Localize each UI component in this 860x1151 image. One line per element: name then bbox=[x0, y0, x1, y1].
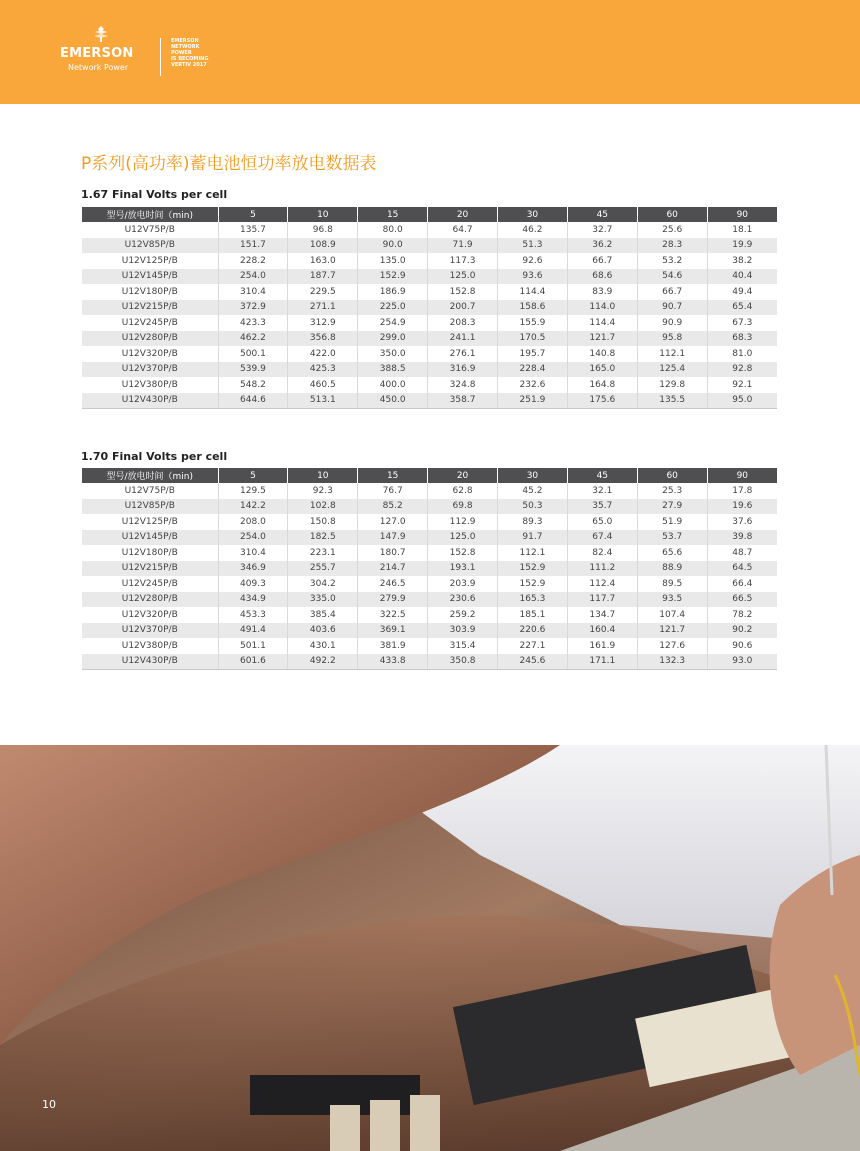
power-value-cell: 409.3 bbox=[218, 576, 288, 592]
table-row bbox=[82, 576, 777, 592]
power-value-cell: 425.3 bbox=[288, 362, 358, 378]
power-value-cell: 304.2 bbox=[288, 576, 358, 592]
power-value-cell: 200.7 bbox=[428, 300, 498, 316]
power-value-cell: 161.9 bbox=[567, 638, 637, 654]
power-value-cell: 171.1 bbox=[567, 654, 637, 670]
column-header-minutes: 30 bbox=[498, 468, 568, 483]
table-row bbox=[82, 269, 777, 285]
model-cell: U12V430P/B bbox=[82, 393, 218, 409]
model-cell: U12V320P/B bbox=[82, 346, 218, 362]
logo-subtitle: Network Power bbox=[68, 63, 129, 72]
power-value-cell: 82.4 bbox=[567, 545, 637, 561]
logo-side-line: NETWORK bbox=[171, 44, 200, 50]
power-value-cell: 170.5 bbox=[498, 331, 568, 347]
power-value-cell: 462.2 bbox=[218, 331, 288, 347]
power-value-cell: 92.1 bbox=[732, 379, 753, 390]
power-value-cell: 160.4 bbox=[567, 623, 637, 639]
column-header-minutes: 20 bbox=[428, 468, 498, 483]
power-value-cell: 403.6 bbox=[288, 623, 358, 639]
power-value-cell: 112.1 bbox=[637, 346, 707, 362]
power-value-cell: 90.9 bbox=[637, 315, 707, 331]
column-header-minutes: 15 bbox=[358, 468, 428, 483]
power-value-cell: 112.4 bbox=[567, 576, 637, 592]
power-value-cell: 32.1 bbox=[567, 483, 637, 499]
power-value-cell: 453.3 bbox=[218, 607, 288, 623]
table-row bbox=[82, 638, 777, 654]
discharge-table-1-67v bbox=[82, 207, 777, 409]
power-value-cell: 492.2 bbox=[288, 654, 358, 670]
model-cell: U12V215P/B bbox=[82, 561, 218, 577]
model-cell: U12V180P/B bbox=[82, 545, 218, 561]
power-value-cell: 254.0 bbox=[218, 530, 288, 546]
table-row bbox=[82, 222, 777, 238]
power-value-cell: 151.7 bbox=[218, 238, 288, 254]
power-value-cell: 68.6 bbox=[567, 269, 637, 285]
power-value-cell: 46.2 bbox=[498, 222, 568, 238]
model-cell: U12V85P/B bbox=[82, 238, 218, 254]
emerson-logo bbox=[60, 26, 220, 78]
power-value-cell: 513.1 bbox=[288, 393, 358, 409]
power-value-cell: 66.5 bbox=[707, 592, 777, 608]
column-header-minutes: 90 bbox=[707, 207, 777, 222]
power-value-cell: 140.8 bbox=[567, 346, 637, 362]
power-value-cell: 310.4 bbox=[218, 284, 288, 300]
power-value-cell: 241.1 bbox=[428, 331, 498, 347]
power-value-cell: 91.7 bbox=[498, 530, 568, 546]
table-row bbox=[82, 607, 777, 623]
model-cell: U12V280P/B bbox=[82, 331, 218, 347]
table-row bbox=[82, 284, 777, 300]
power-value-cell: 279.9 bbox=[358, 592, 428, 608]
power-value-cell: 64.5 bbox=[707, 561, 777, 577]
model-cell: U12V125P/B bbox=[82, 514, 218, 530]
table-row bbox=[82, 253, 777, 269]
power-value-cell: 125.0 bbox=[428, 269, 498, 285]
power-value-cell: 500.1 bbox=[218, 346, 288, 362]
power-value-cell: 129.8 bbox=[637, 377, 707, 393]
power-value-cell: 152.8 bbox=[428, 284, 498, 300]
table-row bbox=[82, 346, 777, 362]
power-value-cell: 400.0 bbox=[358, 377, 428, 393]
model-cell: U12V380P/B bbox=[82, 377, 218, 393]
power-value-cell: 114.4 bbox=[567, 315, 637, 331]
table-row bbox=[82, 393, 777, 409]
power-value-cell: 25.3 bbox=[637, 483, 707, 499]
table-header-row bbox=[82, 468, 777, 483]
power-value-cell: 310.4 bbox=[218, 545, 288, 561]
power-value-cell: 102.8 bbox=[288, 499, 358, 515]
column-header-minutes: 5 bbox=[218, 207, 288, 222]
power-value-cell: 36.2 bbox=[567, 238, 637, 254]
power-value-cell: 220.6 bbox=[498, 623, 568, 639]
table-2-title: 1.70 Final Volts per cell bbox=[81, 450, 228, 463]
power-value-cell: 460.5 bbox=[288, 377, 358, 393]
power-value-cell: 165.0 bbox=[567, 362, 637, 378]
column-header-model-time: 型号/放电时间（min) bbox=[82, 207, 218, 222]
model-cell: U12V245P/B bbox=[82, 315, 218, 331]
power-value-cell: 385.4 bbox=[288, 607, 358, 623]
power-value-cell: 381.9 bbox=[358, 638, 428, 654]
power-value-cell: 230.6 bbox=[428, 592, 498, 608]
power-value-cell: 223.1 bbox=[288, 545, 358, 561]
power-value-cell: 19.9 bbox=[707, 238, 777, 254]
table-row bbox=[82, 545, 777, 561]
column-header-minutes: 5 bbox=[218, 468, 288, 483]
power-value-cell: 255.7 bbox=[288, 561, 358, 577]
power-value-cell: 644.6 bbox=[218, 393, 288, 409]
power-value-cell: 49.4 bbox=[732, 286, 753, 297]
power-value-cell: 96.8 bbox=[288, 222, 358, 238]
power-value-cell: 62.8 bbox=[428, 483, 498, 499]
power-value-cell: 121.7 bbox=[567, 331, 637, 347]
power-value-cell: 350.0 bbox=[358, 346, 428, 362]
power-value-cell: 346.9 bbox=[218, 561, 288, 577]
power-value-cell: 66.7 bbox=[567, 253, 637, 269]
power-value-cell: 271.1 bbox=[288, 300, 358, 316]
table-row bbox=[82, 300, 777, 316]
power-value-cell: 422.0 bbox=[288, 346, 358, 362]
power-value-cell: 254.0 bbox=[218, 269, 288, 285]
page-title: P系列(高功率)蓄电池恒功率放电数据表 bbox=[81, 154, 377, 174]
power-value-cell: 152.9 bbox=[498, 561, 568, 577]
power-value-cell: 66.4 bbox=[732, 578, 753, 589]
power-value-cell: 450.0 bbox=[358, 393, 428, 409]
power-value-cell: 67.3 bbox=[732, 317, 753, 328]
column-header-minutes: 60 bbox=[637, 468, 707, 483]
table-row bbox=[82, 530, 777, 546]
power-value-cell: 93.6 bbox=[498, 269, 568, 285]
power-value-cell: 92.6 bbox=[498, 253, 568, 269]
power-value-cell: 175.6 bbox=[567, 393, 637, 409]
column-header-minutes: 10 bbox=[288, 207, 358, 222]
power-value-cell: 322.5 bbox=[358, 607, 428, 623]
power-value-cell: 35.7 bbox=[567, 499, 637, 515]
power-value-cell: 155.9 bbox=[498, 315, 568, 331]
power-value-cell: 356.8 bbox=[288, 331, 358, 347]
power-value-cell: 228.4 bbox=[498, 362, 568, 378]
logo-side-line: EMERSON bbox=[171, 38, 199, 44]
power-value-cell: 45.2 bbox=[498, 483, 568, 499]
table-row bbox=[82, 623, 777, 639]
model-cell: U12V370P/B bbox=[82, 623, 218, 639]
power-value-cell: 65.0 bbox=[567, 514, 637, 530]
table-row bbox=[82, 514, 777, 530]
power-value-cell: 539.9 bbox=[218, 362, 288, 378]
power-value-cell: 225.0 bbox=[358, 300, 428, 316]
power-value-cell: 195.7 bbox=[498, 346, 568, 362]
power-value-cell: 180.7 bbox=[358, 545, 428, 561]
table-row bbox=[82, 377, 777, 393]
power-value-cell: 158.6 bbox=[498, 300, 568, 316]
power-value-cell: 193.1 bbox=[428, 561, 498, 577]
power-value-cell: 350.8 bbox=[428, 654, 498, 670]
logo-side-text bbox=[171, 38, 208, 68]
model-cell: U12V85P/B bbox=[82, 499, 218, 515]
logo-divider bbox=[160, 38, 161, 76]
power-value-cell: 232.6 bbox=[498, 377, 568, 393]
power-value-cell: 276.1 bbox=[428, 346, 498, 362]
power-value-cell: 132.3 bbox=[637, 654, 707, 670]
header-banner bbox=[0, 0, 860, 104]
logo-side-line: IS BECOMING bbox=[171, 56, 209, 62]
power-value-cell: 89.3 bbox=[498, 514, 568, 530]
power-value-cell: 186.9 bbox=[358, 284, 428, 300]
table-row bbox=[82, 331, 777, 347]
model-cell: U12V145P/B bbox=[82, 530, 218, 546]
model-cell: U12V320P/B bbox=[82, 607, 218, 623]
power-value-cell: 90.7 bbox=[637, 300, 707, 316]
power-value-cell: 423.3 bbox=[218, 315, 288, 331]
table-1-title: 1.67 Final Volts per cell bbox=[81, 188, 228, 201]
power-value-cell: 27.9 bbox=[637, 499, 707, 515]
power-value-cell: 83.9 bbox=[567, 284, 637, 300]
power-value-cell: 69.8 bbox=[428, 499, 498, 515]
power-value-cell: 92.8 bbox=[707, 362, 777, 378]
power-value-cell: 245.6 bbox=[498, 654, 568, 670]
logo-side-line: VERTIV 2017 bbox=[171, 62, 207, 68]
power-value-cell: 112.1 bbox=[498, 545, 568, 561]
table-row bbox=[82, 592, 777, 608]
power-value-cell: 65.4 bbox=[707, 300, 777, 316]
power-value-cell: 187.7 bbox=[288, 269, 358, 285]
power-value-cell: 51.3 bbox=[498, 238, 568, 254]
column-header-minutes: 60 bbox=[637, 207, 707, 222]
power-value-cell: 51.9 bbox=[637, 514, 707, 530]
power-value-cell: 227.1 bbox=[498, 638, 568, 654]
power-value-cell: 135.5 bbox=[637, 393, 707, 409]
power-value-cell: 80.0 bbox=[358, 222, 428, 238]
power-value-cell: 18.1 bbox=[732, 224, 753, 235]
power-value-cell: 108.9 bbox=[288, 238, 358, 254]
power-value-cell: 299.0 bbox=[358, 331, 428, 347]
power-value-cell: 601.6 bbox=[218, 654, 288, 670]
photo-illustration bbox=[0, 745, 860, 1151]
power-value-cell: 32.7 bbox=[567, 222, 637, 238]
power-value-cell: 491.4 bbox=[218, 623, 288, 639]
table-row bbox=[82, 654, 777, 670]
page-number: 10 bbox=[42, 1098, 56, 1111]
model-cell: U12V75P/B bbox=[82, 483, 218, 499]
column-header-minutes: 90 bbox=[707, 468, 777, 483]
column-header-minutes: 15 bbox=[358, 207, 428, 222]
power-value-cell: 127.0 bbox=[358, 514, 428, 530]
power-value-cell: 90.6 bbox=[732, 640, 753, 651]
model-cell: U12V125P/B bbox=[82, 253, 218, 269]
power-value-cell: 25.6 bbox=[637, 222, 707, 238]
power-value-cell: 66.7 bbox=[637, 284, 707, 300]
power-value-cell: 90.2 bbox=[707, 623, 777, 639]
power-value-cell: 358.7 bbox=[428, 393, 498, 409]
power-value-cell: 50.3 bbox=[498, 499, 568, 515]
power-value-cell: 182.5 bbox=[288, 530, 358, 546]
power-value-cell: 37.6 bbox=[732, 516, 753, 527]
power-value-cell: 81.0 bbox=[732, 348, 753, 359]
power-value-cell: 71.9 bbox=[428, 238, 498, 254]
model-cell: U12V430P/B bbox=[82, 654, 218, 670]
power-value-cell: 303.9 bbox=[428, 623, 498, 639]
power-value-cell: 433.8 bbox=[358, 654, 428, 670]
logo-side-line: POWER bbox=[171, 50, 192, 56]
power-value-cell: 90.0 bbox=[358, 238, 428, 254]
emerson-logo-icon bbox=[93, 26, 109, 42]
power-value-cell: 501.1 bbox=[218, 638, 288, 654]
power-value-cell: 229.5 bbox=[288, 284, 358, 300]
power-value-cell: 208.0 bbox=[218, 514, 288, 530]
power-value-cell: 28.3 bbox=[637, 238, 707, 254]
power-value-cell: 54.6 bbox=[637, 269, 707, 285]
power-value-cell: 163.0 bbox=[288, 253, 358, 269]
column-header-minutes: 45 bbox=[567, 207, 637, 222]
table-row bbox=[82, 561, 777, 577]
power-value-cell: 114.4 bbox=[498, 284, 568, 300]
power-value-cell: 372.9 bbox=[218, 300, 288, 316]
power-value-cell: 152.9 bbox=[358, 269, 428, 285]
power-value-cell: 135.0 bbox=[358, 253, 428, 269]
power-value-cell: 142.2 bbox=[218, 499, 288, 515]
power-value-cell: 430.1 bbox=[288, 638, 358, 654]
power-value-cell: 208.3 bbox=[428, 315, 498, 331]
power-value-cell: 125.0 bbox=[428, 530, 498, 546]
power-value-cell: 64.7 bbox=[428, 222, 498, 238]
power-value-cell: 335.0 bbox=[288, 592, 358, 608]
power-value-cell: 251.9 bbox=[498, 393, 568, 409]
power-value-cell: 135.7 bbox=[218, 222, 288, 238]
logo-brand-text: EMERSON bbox=[60, 46, 134, 61]
model-cell: U12V180P/B bbox=[82, 284, 218, 300]
power-value-cell: 68.3 bbox=[707, 331, 777, 347]
power-value-cell: 254.9 bbox=[358, 315, 428, 331]
power-value-cell: 78.2 bbox=[732, 609, 753, 620]
model-cell: U12V280P/B bbox=[82, 592, 218, 608]
power-value-cell: 111.2 bbox=[567, 561, 637, 577]
model-cell: U12V380P/B bbox=[82, 638, 218, 654]
power-value-cell: 112.9 bbox=[428, 514, 498, 530]
power-value-cell: 316.9 bbox=[428, 362, 498, 378]
power-value-cell: 185.1 bbox=[498, 607, 568, 623]
power-value-cell: 76.7 bbox=[358, 483, 428, 499]
table-header-row bbox=[82, 207, 777, 222]
table-row bbox=[82, 315, 777, 331]
power-value-cell: 312.9 bbox=[288, 315, 358, 331]
power-value-cell: 107.4 bbox=[637, 607, 707, 623]
power-value-cell: 48.7 bbox=[732, 547, 753, 558]
power-value-cell: 121.7 bbox=[637, 623, 707, 639]
power-value-cell: 19.6 bbox=[707, 499, 777, 515]
power-value-cell: 38.2 bbox=[732, 255, 753, 266]
power-value-cell: 259.2 bbox=[428, 607, 498, 623]
model-cell: U12V215P/B bbox=[82, 300, 218, 316]
discharge-table-1-70v bbox=[82, 468, 777, 670]
power-value-cell: 117.7 bbox=[567, 592, 637, 608]
power-value-cell: 40.4 bbox=[707, 269, 777, 285]
table-row bbox=[82, 362, 777, 378]
power-value-cell: 129.5 bbox=[218, 483, 288, 499]
column-header-minutes: 30 bbox=[498, 207, 568, 222]
technician-circuit-board-photo bbox=[0, 745, 860, 1151]
power-value-cell: 88.9 bbox=[637, 561, 707, 577]
model-cell: U12V245P/B bbox=[82, 576, 218, 592]
power-value-cell: 165.3 bbox=[498, 592, 568, 608]
power-value-cell: 95.8 bbox=[637, 331, 707, 347]
power-value-cell: 127.6 bbox=[637, 638, 707, 654]
power-value-cell: 53.2 bbox=[637, 253, 707, 269]
power-value-cell: 315.4 bbox=[428, 638, 498, 654]
power-value-cell: 152.9 bbox=[498, 576, 568, 592]
power-value-cell: 114.0 bbox=[567, 300, 637, 316]
power-value-cell: 434.9 bbox=[218, 592, 288, 608]
power-value-cell: 89.5 bbox=[637, 576, 707, 592]
model-cell: U12V370P/B bbox=[82, 362, 218, 378]
power-value-cell: 85.2 bbox=[358, 499, 428, 515]
power-value-cell: 147.9 bbox=[358, 530, 428, 546]
power-value-cell: 324.8 bbox=[428, 377, 498, 393]
power-value-cell: 203.9 bbox=[428, 576, 498, 592]
power-value-cell: 93.5 bbox=[637, 592, 707, 608]
power-value-cell: 246.5 bbox=[358, 576, 428, 592]
power-value-cell: 388.5 bbox=[358, 362, 428, 378]
power-value-cell: 134.7 bbox=[567, 607, 637, 623]
table-row bbox=[82, 483, 777, 499]
column-header-minutes: 10 bbox=[288, 468, 358, 483]
power-value-cell: 93.0 bbox=[707, 654, 777, 670]
power-value-cell: 17.8 bbox=[732, 485, 753, 496]
power-value-cell: 548.2 bbox=[218, 377, 288, 393]
model-cell: U12V145P/B bbox=[82, 269, 218, 285]
power-value-cell: 39.8 bbox=[707, 530, 777, 546]
column-header-minutes: 20 bbox=[428, 207, 498, 222]
power-value-cell: 214.7 bbox=[358, 561, 428, 577]
table-row bbox=[82, 499, 777, 515]
power-value-cell: 150.8 bbox=[288, 514, 358, 530]
power-value-cell: 92.3 bbox=[288, 483, 358, 499]
power-value-cell: 65.6 bbox=[637, 545, 707, 561]
power-value-cell: 164.8 bbox=[567, 377, 637, 393]
model-cell: U12V75P/B bbox=[82, 222, 218, 238]
power-value-cell: 53.7 bbox=[637, 530, 707, 546]
power-value-cell: 152.8 bbox=[428, 545, 498, 561]
power-value-cell: 95.0 bbox=[707, 393, 777, 409]
power-value-cell: 228.2 bbox=[218, 253, 288, 269]
power-value-cell: 67.4 bbox=[567, 530, 637, 546]
power-value-cell: 369.1 bbox=[358, 623, 428, 639]
power-value-cell: 125.4 bbox=[637, 362, 707, 378]
column-header-minutes: 45 bbox=[567, 468, 637, 483]
power-value-cell: 117.3 bbox=[428, 253, 498, 269]
table-row bbox=[82, 238, 777, 254]
column-header-model-time: 型号/放电时间（min) bbox=[82, 468, 218, 483]
